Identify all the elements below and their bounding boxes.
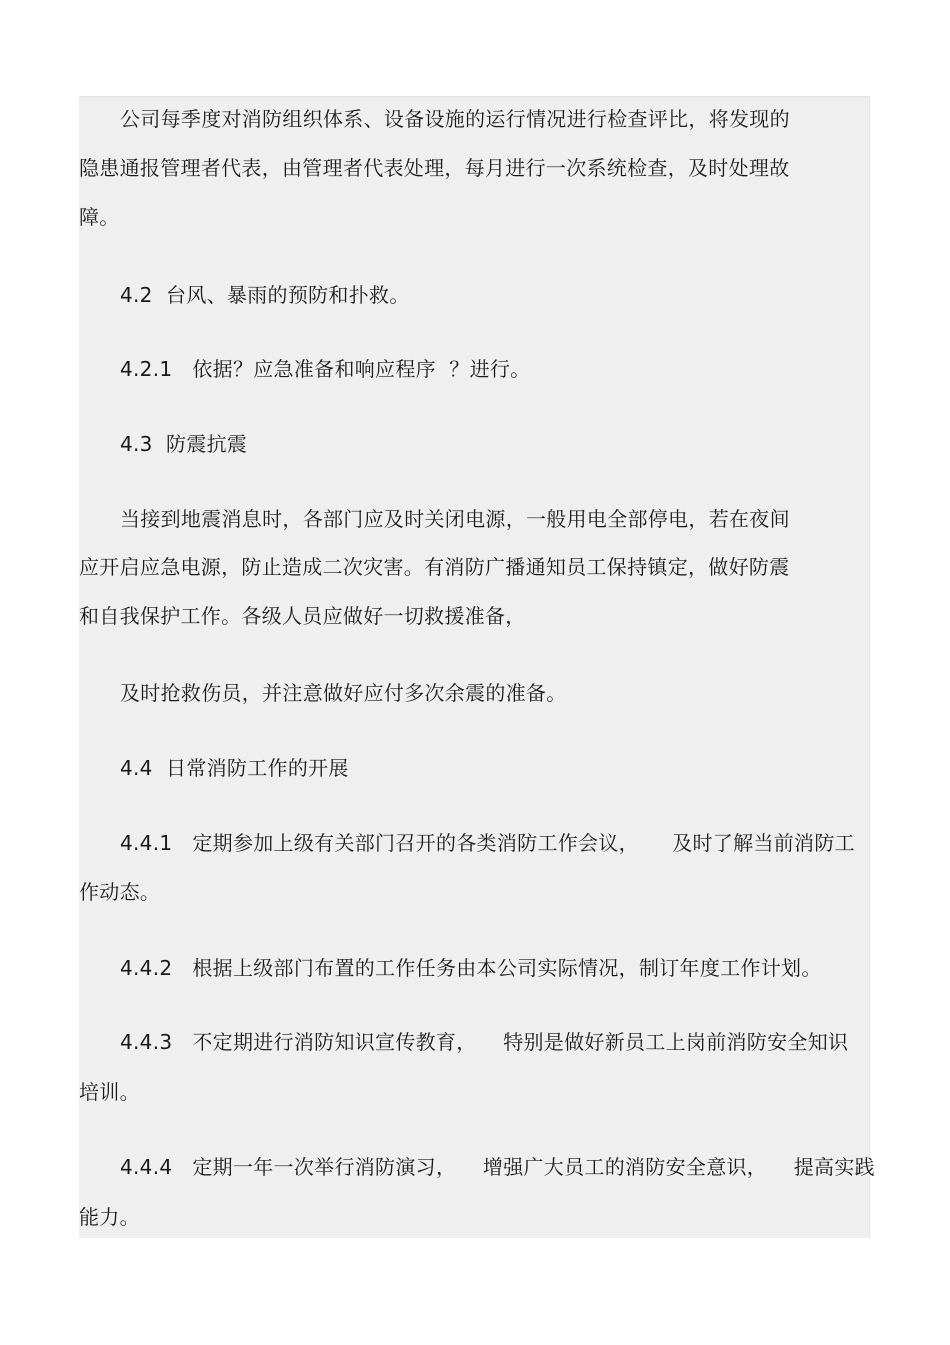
section-heading: 4.2 台风、暴雨的预防和扑救。	[120, 283, 410, 307]
text-line: 当接到地震消息时，各部门应及时关闭电源，一般用电全部停电，若在夜间	[120, 507, 790, 531]
section-heading: 4.4 日常消防工作的开展	[120, 756, 349, 780]
text-line: 能力。	[79, 1205, 140, 1229]
text-line: 作动态。	[79, 880, 161, 904]
text-line: 4.4.3 不定期进行消防知识宣传教育， 特别是做好新员工上岗前消防安全知识	[120, 1030, 849, 1054]
text-line: 4.4.1 定期参加上级有关部门召开的各类消防工作会议， 及时了解当前消防工	[120, 831, 855, 855]
text-line: 障。	[79, 205, 120, 229]
text-line: 公司每季度对消防组织体系、设备设施的运行情况进行检查评比，将发现的	[120, 107, 790, 131]
section-heading: 4.3 防震抗震	[120, 432, 248, 456]
text-line: 隐患通报管理者代表，由管理者代表处理，每月进行一次系统检查，及时处理故	[79, 156, 790, 180]
text-line: 和自我保护工作。各级人员应做好一切救援准备，	[79, 604, 526, 628]
text-line: 4.4.4 定期一年一次举行消防演习， 增强广大员工的消防安全意识， 提高实践	[120, 1155, 875, 1179]
text-line: 4.4.2 根据上级部门布置的工作任务由本公司实际情况，制订年度工作计划。	[120, 956, 822, 980]
text-line: 培训。	[79, 1080, 140, 1104]
document-page	[79, 96, 875, 1238]
text-line: 及时抢救伤员，并注意做好应付多次余震的准备。	[120, 681, 567, 705]
text-line: 4.2.1 依据？应急准备和响应程序 ？进行。	[120, 357, 531, 381]
text-line: 应开启应急电源，防止造成二次灾害。有消防广播通知员工保持镇定，做好防震	[79, 555, 790, 579]
